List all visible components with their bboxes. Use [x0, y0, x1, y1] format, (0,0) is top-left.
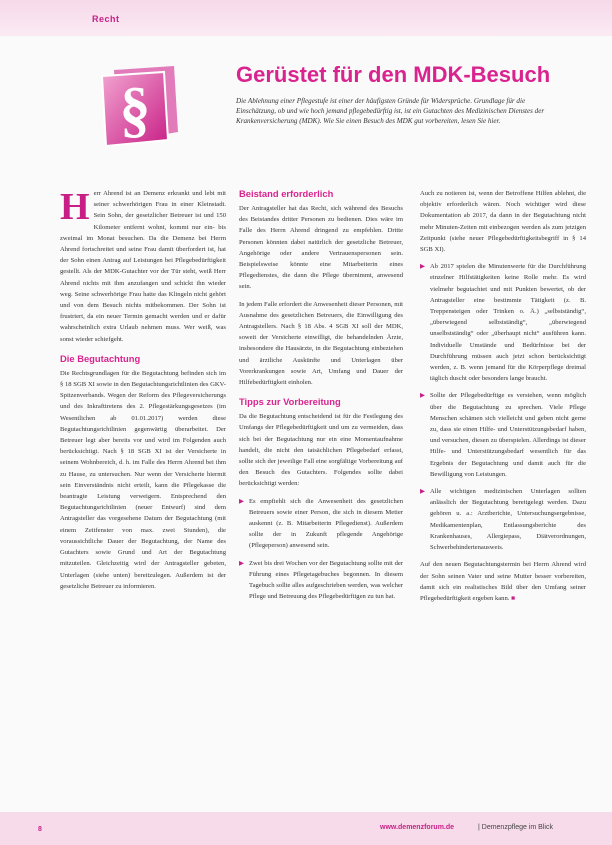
column-1: [60, 188, 226, 598]
beistand-paragraph-2: In jedem Falle erfordert die Anwesenheit dieser Personen, mit Ausnahme des gesetzlichen Betreuers, die Einwilligung des Antragstellers. Nach § 18 Abs. 4 SGB XI soll der MDK, soweit der Versicherte einwilligt, die behandelnden Ärzte, insbesondere die Hausärzte, in die Begutachtung einbeziehen und ärztliche Auskünfte und Unterlagen über Vorerkrankungen sowie Art, Umfang und Dauer der Hilfebedürftigkeit einholen.: [239, 300, 403, 387]
list-item: ▶ Zwei bis drei Wochen vor der Begutachtung sollte mit der Führung eines Pflegetagebuches begonnen. In diesem Tagebuch sollte alles aufgeschrieben werden, was welcher Pflege und Betreuung des Pflegebedürftigen zu tun hat.: [239, 559, 403, 601]
arrow-bullet-icon: ▶: [420, 392, 426, 400]
col3-list: [420, 261, 586, 553]
list-item: ▶ Es empfiehlt sich die Anwesenheit des gesetzlichen Betreuers sowie einer Person, die sich in diesem Metier auskennt (z. B. Mitarbeiterin Pflegedienst). Außerdem sollte der in Zukunft pflegende Angehörige (Pflegeperson) anwesend sein.: [239, 497, 403, 550]
list-item: ▶ Ab 2017 spielen die Minutenwerte für die Durchführung einzelner Hilfstätigkeiten keine Rolle mehr. Es wird vielmehr begutachtet und mit Punkten bewertet, ob der Antragsteller eine bestimmte Tätigkeit (z. B. Treppensteigen oder Trinken o. Ä.) „selbstständig“, „überwiegend selbstständig“, „überwiegend unselbstständig“ oder „überhaupt nicht“ ausführen kann. Individuelle Umstände und Bedürfnisse bei der Durchführung müssen auch jetzt schon berücksichtigt werden, z. B. wenn jemand für die Körperpflege dreimal täglich duscht oder besonders lange braucht.: [420, 263, 586, 383]
column-3: [420, 188, 586, 610]
col3-outro-paragraph: Auf den neuen Begutachtungstermin bei Herrn Ahrend wird der Sohn seinen Vater und seine Mutter besser vorbereiten, damit sich ein realistisches Bild über den Umfang seiner Pflegebedürftigkeit ergeben kann. ■: [420, 561, 586, 602]
arrow-bullet-icon: ▶: [420, 488, 426, 496]
heading-begutachtung: Die Begutachtung: [60, 352, 141, 364]
column-2: [239, 188, 403, 609]
heading-beistand: Beistand erforderlich: [239, 188, 334, 199]
intro-text: err Ahrend ist an Demenz erkrankt und lebt mit seiner schwerhörigen Frau in einer Kleinstadt. Sein Sohn, der gesetzlicher Betreuer ist und 150 Kilometer entfernt wohnt, kommt nur ein- bis zweimal im Monat besuchen. Da die Demenz bei Herrn Ahrend fortschreitet und seine Frau damit überfordert ist, hat der Sohn einen Antrag auf Leistungen bei Pflegebedürftigkeit gestellt. Als der MDK-Gutachter vor der Tür steht, weiß Herr Ahrend nichts mit ihm anzufangen und schickt ihn wieder weg. Seine schwerhörige Frau hatte das Klingeln nicht gehört und von dem Besuch nichts mitbekommen. Der Sohn ist frustriert, da ein neuer Termin gemacht werden und er dafür wahrscheinlich extra Urlaub nehmen muss. Wer weiß, was sonst wieder schiefgeht.: [60, 190, 226, 343]
section-label: Recht: [92, 14, 120, 24]
arrow-bullet-icon: ▶: [239, 559, 245, 567]
begutachtung-paragraph: Die Rechtsgrundlagen für die Begutachtung befinden sich im § 18 SGB XI sowie in den Begutachtungsrichtlinien des GKV-Spitzenverbands. Wegen der Reform des Pflegeversicherungs und des Inkrafttretens des 2. Pflegestärkungsgesetzes (im Wesentlichen ab 01.01.2017) werden diese Begutachtungsrichtlinien gegenwärtig überarbeitet. Der Betreuer legt aber bereits vor und wird im Folgenden auch berücksichtigt. Nach § 18 SGB XI ist der Versicherte in seinem Wohnbereich, d. h. im Falle des Herrn Ahrend bei ihm zu Hause, zu untersuchen. Nur wenn der Versicherte hiermit sein Einverständnis nicht erteilt, kann die Pflegekasse die beantragte Leistung verweigern. Entsprechend den Begutachtungsrichtlinien (neuer Entwurf) sind dem Antragsteller das vorgesehene Datum der Begutachtung (mit einem Zeitfenster von max. zwei Stunden), die voraussichtliche Dauer der Begutachtung, der Name des Gutachters sowie Grund und Art der Begutachtung mitzuteilen. Gleichzeitig wird der Antragsteller gebeten, Unterlagen (siehe unten) bereitzulegen. Außerdem ist der gesetzliche Betreuer zu informieren.: [60, 369, 226, 590]
end-mark: ■: [511, 594, 516, 602]
article-title: Gerüstet für den MDK-Besuch: [236, 62, 551, 87]
tipps-list: [239, 496, 403, 603]
paragraph-sign-logo: [92, 62, 182, 150]
footer-magazine-name: | Demenzpflege im Blick: [478, 824, 553, 831]
arrow-bullet-icon: ▶: [239, 497, 245, 505]
dropcap: H: [60, 186, 90, 228]
article-lede: Die Ablehnung einer Pflegestufe ist einer der häufigsten Gründe für Widersprüche. Grundlage für die Einschätzung, ob und wie hoch jemand pflegebedürftig ist, ist ein Gutachten des Medizinischen Dienstes der Krankenversicherung (MDK). Wie Sie einen Besuch des MDK gut vorbereiten, lesen Sie hier.: [236, 97, 545, 125]
arrow-bullet-icon: ▶: [420, 263, 426, 271]
footer-url-link[interactable]: www.demenzforum.de: [380, 824, 455, 831]
beistand-paragraph-1: Der Antragsteller hat das Recht, sich während des Besuchs des Beistandes dritter Personen zu bedienen. Dies wäre im Falle des Herrn Ahrend dringend zu empfehlen. Dritte Personen könnten dabei natürlich der gesetzliche Betreuer, Angehörige oder andere Vertrauenspersonen sein. Beispielsweise könnte eine Mitarbeiterin eines Pflegedienstes, die dann die Pflege übernimmt, anwesend sein.: [239, 205, 403, 291]
logo-paragraph-symbol: §: [119, 76, 151, 144]
intro-paragraph: [60, 188, 226, 345]
list-item: ▶ Alle wichtigen medizinischen Unterlagen sollten anlässlich der Begutachtung bereitgelegt werden. Dazu gehören u. a.: Arztberichte, Untersuchungsergebnisse, Medikamentenplan, Entlassungsberichte des Krankenhauses, Allergiepass, Diätverordnungen, Schwerbehindertenausweis.: [420, 488, 586, 552]
page-number: 8: [38, 826, 42, 833]
col3-intro-paragraph: Auch zu notieren ist, wenn der Betroffene Hilfen ablehnt, die objektiv erforderlich wären. Noch wichtiger wird diese Dokumentation ab 2017, da dann in der Begutachtung nicht mehr Minuten-Zeiten mit einbezogen werden als zum jetzigen Zeitpunkt (siehe neuer Pflegebedürftigkeitsbegriff in § 14 SGB XI).: [420, 190, 586, 254]
list-item: ▶ Sollte der Pflegebedürftige es verstehen, wenn möglich über die Begutachtung zu sprechen. Viele Pflege Menschen schämen sich vielleicht und geben nicht gerne zu, dass sie einen Hilfe- und Unterstützungsbedarf haben, und versuchen, diesen zu überspielen. Allerdings ist dieser Hilfe- und Unterstützungsbedarf wesentlich für das Ergebnis der Begutachtung und damit auch für die Bewilligung von Leistungen.: [420, 392, 586, 478]
tipps-paragraph: Da die Begutachtung entscheidend ist für die Festlegung des Umfangs der Pflegebedürftigkeit und um zu vermeiden, dass sich bei der Begutachtung nur ein eine Momentaufnahme handelt, die nicht den tatsächlichen Pflegebedarf erfasst, sollte sich der jeweilige Fall eine sorgfältige Vorbereitung auf den Besuch des Gutachters. Folgendes sollte dabei berücksichtigt werden:: [239, 413, 403, 488]
heading-tipps: Tipps zur Vorbereitung: [239, 396, 341, 408]
